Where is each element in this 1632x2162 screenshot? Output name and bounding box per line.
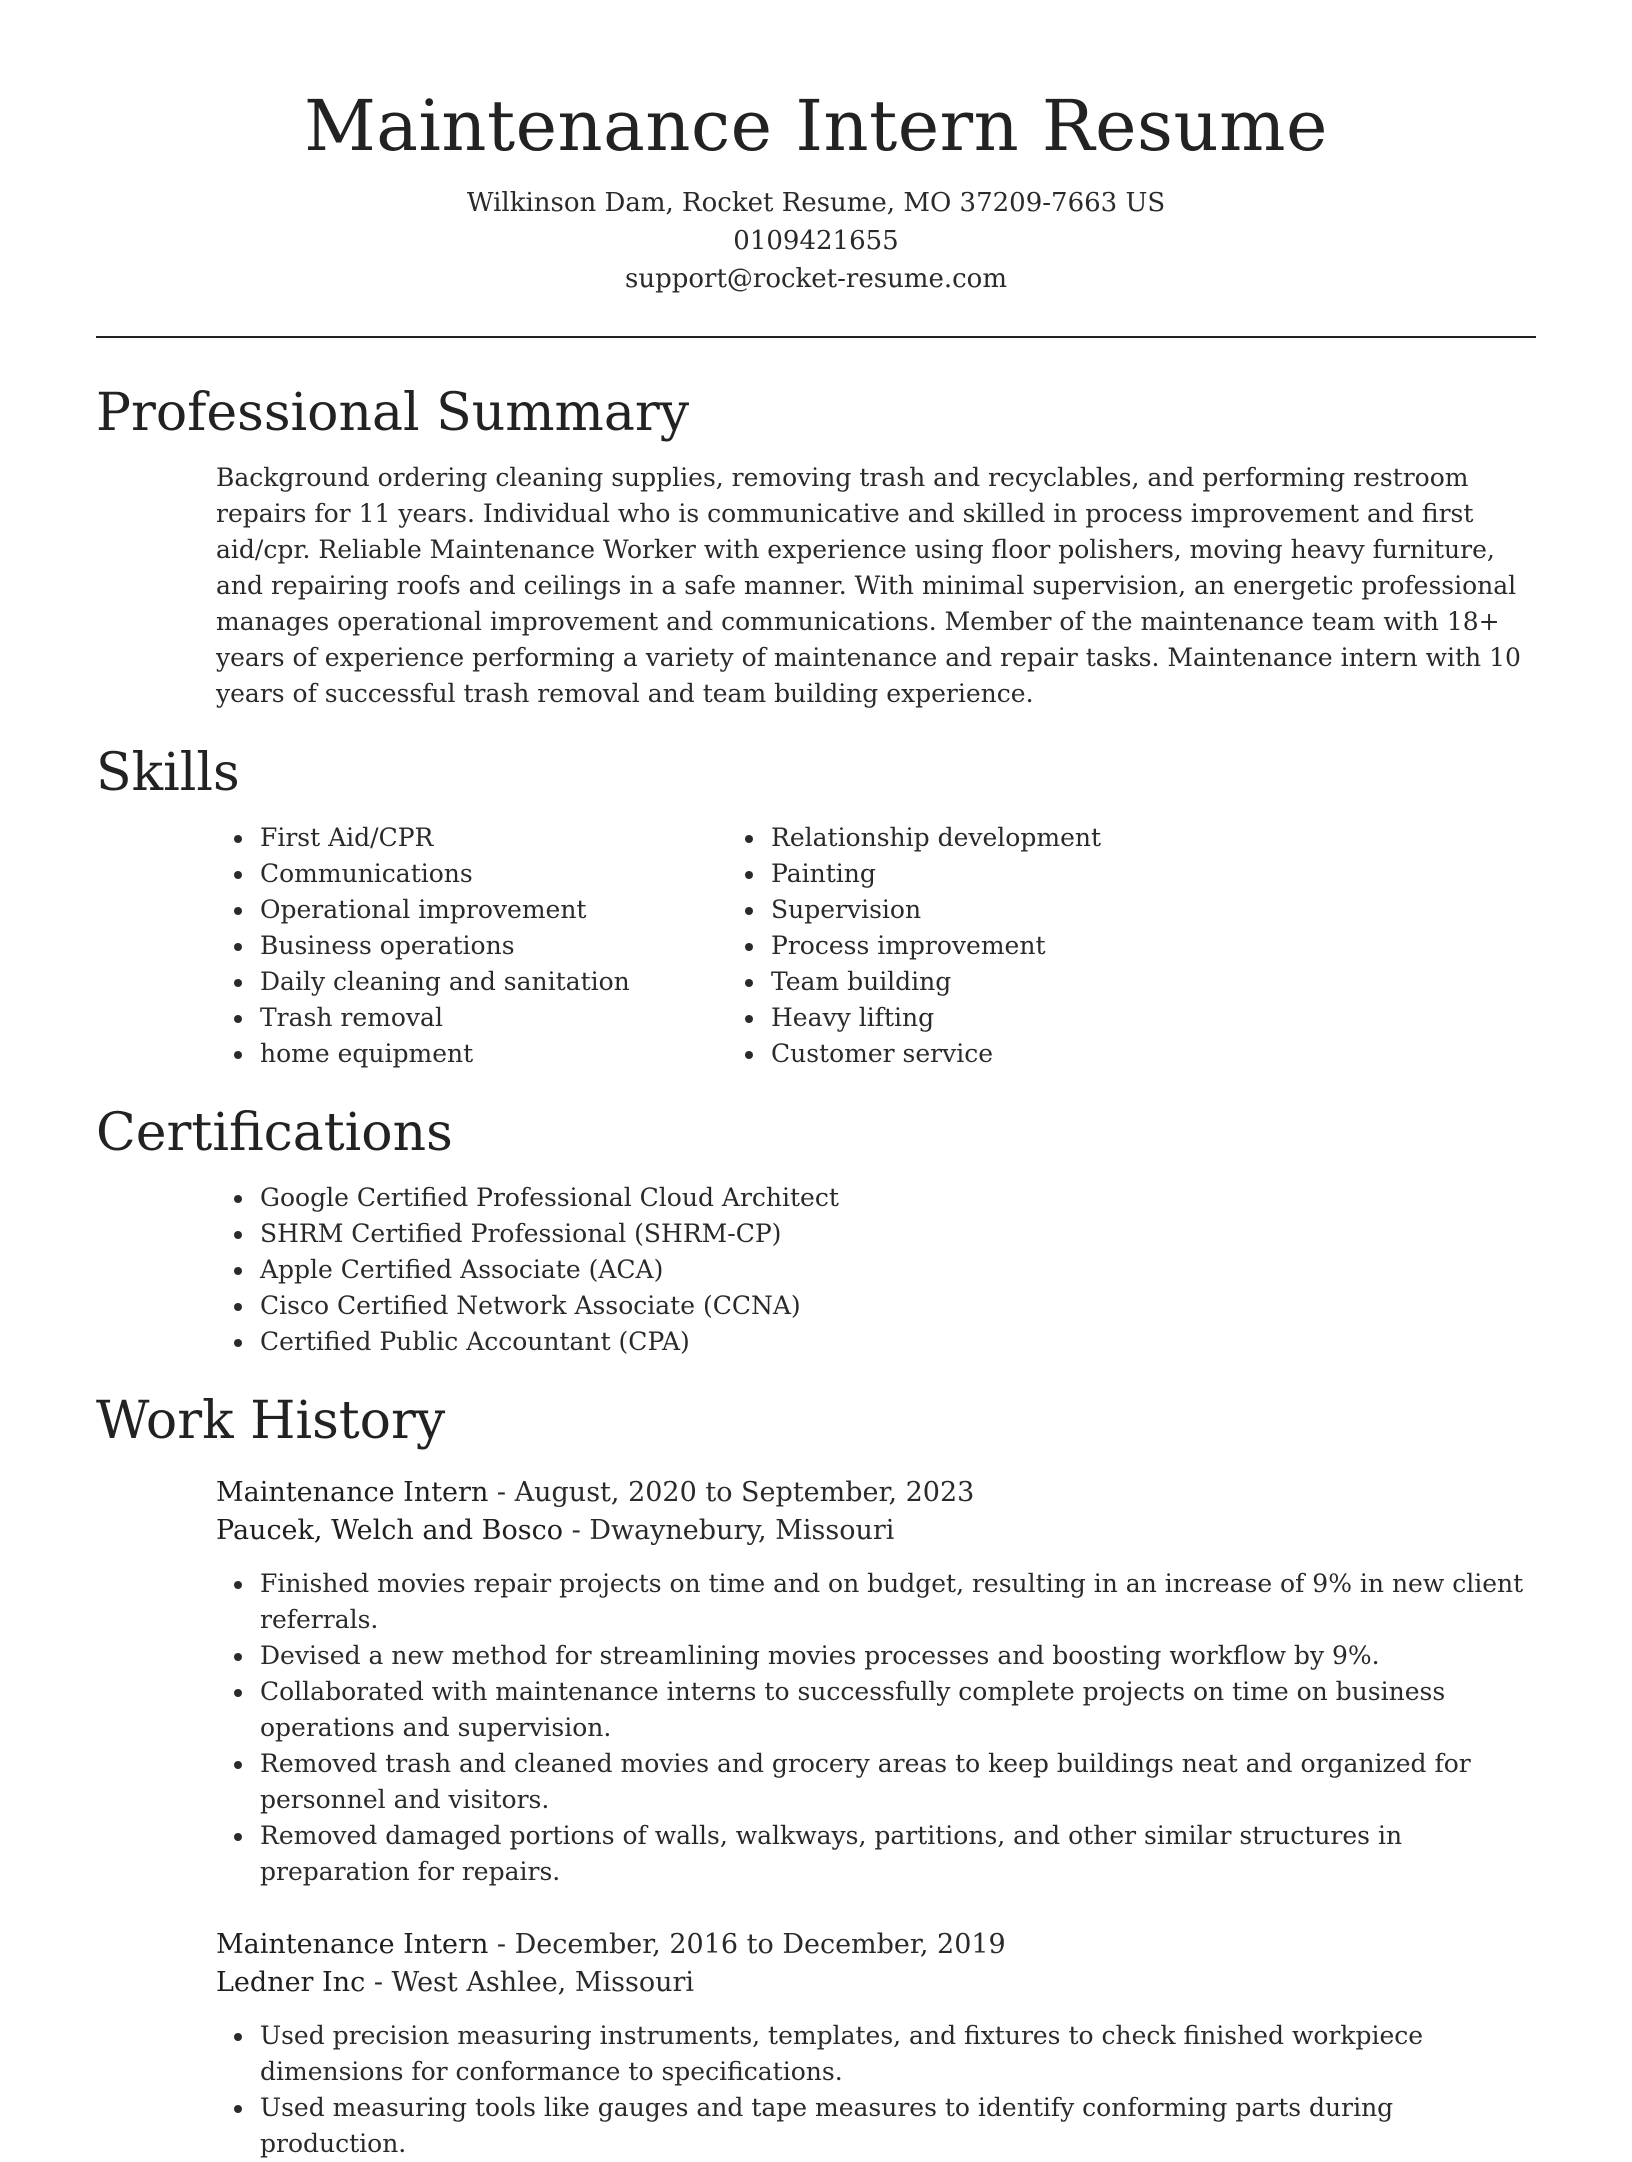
job-location: Dwaynebury, Missouri [589, 1515, 895, 1546]
certification-item: Google Certified Professional Cloud Architect [260, 1180, 1536, 1216]
job-entry [216, 1926, 1536, 2162]
skill-item: Customer service [771, 1036, 1101, 1072]
resume-header [0, 0, 1632, 298]
certification-item: SHRM Certified Professional (SHRM-CP) [260, 1216, 1536, 1252]
skill-item: Trash removal [260, 1000, 745, 1036]
skills-column-1 [96, 820, 745, 1072]
skill-item: Heavy lifting [771, 1000, 1101, 1036]
job-bullets [216, 1566, 1536, 1890]
resume-title: Maintenance Intern Resume [304, 85, 1328, 167]
job-title-line: Maintenance Intern - August, 2020 to September, 2023 [216, 1477, 975, 1508]
contact-phone: 0109421655 [733, 226, 899, 256]
certifications-list [96, 1180, 1536, 1360]
job-bullets [216, 2018, 1536, 2162]
skills-grid [96, 820, 1536, 1072]
certification-item: Apple Certified Associate (ACA) [260, 1252, 1536, 1288]
certifications-section [96, 1098, 1536, 1360]
contact-block [0, 184, 1632, 298]
job-title-line: Maintenance Intern - December, 2016 to December, 2019 [216, 1929, 1006, 1960]
skill-item: home equipment [260, 1036, 745, 1072]
summary-section [96, 378, 1536, 712]
job-company: Ledner Inc [216, 1967, 366, 1998]
job-bullet: Collaborated with maintenance interns to successfully complete projects on time on business operations and supervision. [260, 1674, 1536, 1746]
skill-item: Relationship development [771, 820, 1101, 856]
summary-heading: Professional Summary [96, 383, 690, 443]
job-company: Paucek, Welch and Bosco [216, 1515, 564, 1546]
job-location: West Ashlee, Missouri [391, 1967, 695, 1998]
skill-item: Process improvement [771, 928, 1101, 964]
job-title: Maintenance Intern [216, 1477, 489, 1508]
job-company-line: Paucek, Welch and Bosco - Dwaynebury, Missouri [216, 1515, 895, 1546]
job-bullet: Removed trash and cleaned movies and grocery areas to keep buildings neat and organized for personnel and visitors. [260, 1746, 1536, 1818]
contact-email: support@rocket-resume.com [624, 264, 1007, 294]
skill-item: Business operations [260, 928, 745, 964]
skill-item: Communications [260, 856, 745, 892]
job-dates: December, 2016 to December, 2019 [514, 1929, 1006, 1960]
certifications-heading: Certifications [96, 1103, 453, 1163]
skill-item: Team building [771, 964, 1101, 1000]
summary-text: Background ordering cleaning supplies, removing trash and recyclables, and performing restroom repairs for 11 years. Individual who is communicative and skilled in process improvement and first aid/cpr. Reliable Maintenance Worker with experience using floor polishers, moving heavy furniture, and repairing roofs and ceilings in a safe manner. With minimal supervision, an energetic professional manages operational improvement and communications. Member of the maintenance team with 18+ years of experience performing a variety of maintenance and repair tasks. Maintenance intern with 10 years of successful trash removal and team building experience. [216, 463, 1521, 708]
contact-address: Wilkinson Dam, Rocket Resume, MO 37209-7663 US [466, 188, 1166, 218]
skill-item: Painting [771, 856, 1101, 892]
skills-column-2 [745, 820, 1101, 1072]
job-company-line: Ledner Inc - West Ashlee, Missouri [216, 1967, 695, 1998]
job-bullet: Devised a new method for streamlining movies processes and boosting workflow by 9%. [260, 1638, 1536, 1674]
work-history-heading: Work History [96, 1391, 446, 1451]
certification-item: Certified Public Accountant (CPA) [260, 1324, 1536, 1360]
job-bullet: Used measuring tools like gauges and tape measures to identify conforming parts during production. [260, 2090, 1536, 2162]
job-bullet: Finished movies repair projects on time and on budget, resulting in an increase of 9% in new client referrals. [260, 1566, 1536, 1638]
job-dates: August, 2020 to September, 2023 [514, 1477, 975, 1508]
skills-section [96, 738, 1536, 1072]
job-entry [216, 1474, 1536, 1890]
job-bullet: Used precision measuring instruments, templates, and fixtures to check finished workpiece dimensions for conformance to specifications. [260, 2018, 1536, 2090]
header-divider [96, 336, 1536, 338]
certification-item: Cisco Certified Network Associate (CCNA) [260, 1288, 1536, 1324]
skill-item: First Aid/CPR [260, 820, 745, 856]
job-title: Maintenance Intern [216, 1929, 489, 1960]
job-bullet: Removed damaged portions of walls, walkways, partitions, and other similar structures in preparation for repairs. [260, 1818, 1536, 1890]
skill-item: Daily cleaning and sanitation [260, 964, 745, 1000]
work-history-section [96, 1386, 1536, 2162]
skills-heading: Skills [96, 743, 240, 803]
skill-item: Supervision [771, 892, 1101, 928]
skill-item: Operational improvement [260, 892, 745, 928]
